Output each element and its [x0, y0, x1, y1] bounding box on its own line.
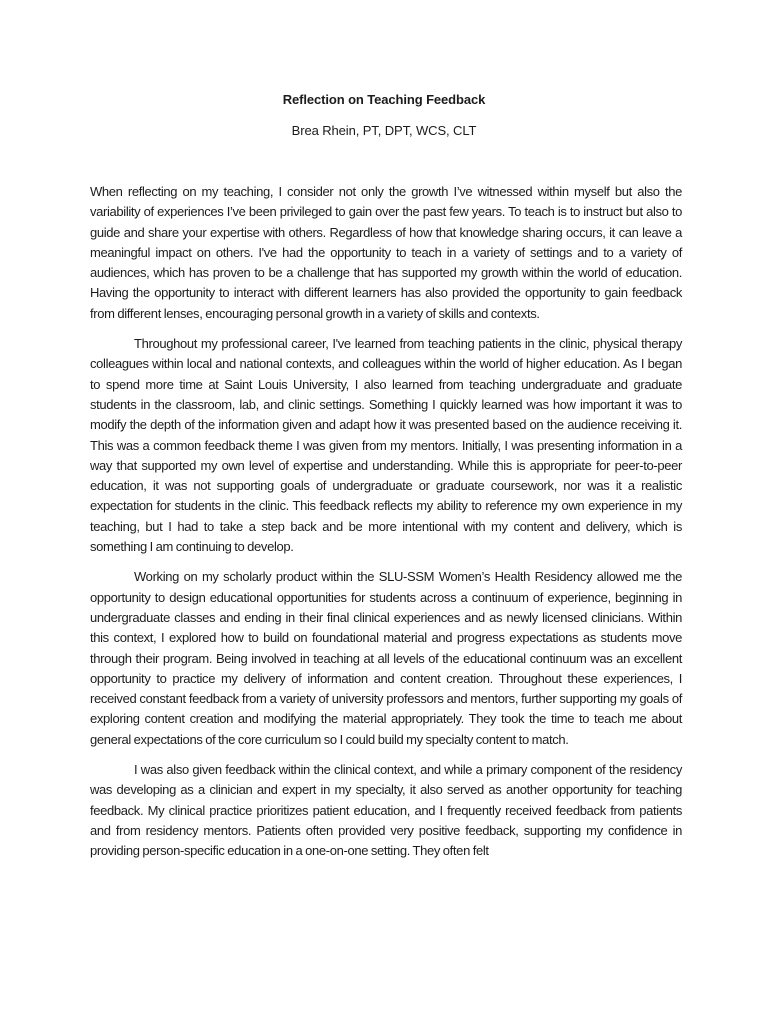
paragraph-2: Throughout my professional career, I've learned from teaching patients in the clinic, physical therapy colleagues within local and national contexts, and colleagues within the world of higher education. As I began to spend more time at Saint Louis University, I also learned from teaching undergraduate and graduate students in the classroom, lab, and clinic settings. Something I quickly learned was how important it was to modify the depth of the information given and adapt how it was presented based on the audience receiving it. This was a common feedback theme I was given from my mentors. Initially, I was presenting information in a way that supported my own level of expertise and understanding. While this is appropriate for peer-to-peer education, it was not supporting goals of undergraduate or graduate coursework, nor was it a realistic expectation for students in the clinic. This feedback reflects my ability to reference my own experience in my teaching, but I had to take a step back and be more intentional with my content and delivery, which is something I am continuing to develop.	[90, 336, 682, 555]
document-body	[90, 182, 682, 872]
paragraph-3: Working on my scholarly product within the SLU-SSM Women’s Health Residency allowed me the opportunity to design educational opportunities for students across a continuum of experience, beginning in undergraduate classes and ending in their final clinical experiences and as newly licensed clinicians. Within this context, I explored how to build on foundational material and progress expectations as students move through their program. Being involved in teaching at all levels of the educational continuum was an excellent opportunity to practice my delivery of information and content creation. Throughout these experiences, I received constant feedback from a variety of university professors and mentors, further supporting my goals of exploring content creation and modifying the material appropriately. They took the time to teach me about general expectations of the core curriculum so I could build my specialty content to match.	[90, 569, 682, 747]
paragraph-4: I was also given feedback within the clinical context, and while a primary component of the residency was developing as a clinician and expert in my specialty, it also served as another opportunity for teaching feedback. My clinical practice prioritizes patient education, and I frequently received feedback from patients and from residency mentors. Patients often provided very positive feedback, supporting my confidence in providing person-specific education in a one-on-one setting. They often felt	[90, 762, 682, 859]
document-author: Brea Rhein, PT, DPT, WCS, CLT	[291, 123, 477, 138]
paragraph-1: When reflecting on my teaching, I consider not only the growth I’ve witnessed within myself but also the variability of experiences I’ve been privileged to gain over the past few years. To teach is to instruct but also to guide and share your expertise with others. Regardless of how that knowledge sharing occurs, it can leave a meaningful impact on others. I've had the opportunity to teach in a variety of settings and to a variety of audiences, which has proven to be a challenge that has supported my growth within the world of education. Having the opportunity to interact with different learners has also provided the opportunity to gain feedback from different lenses, encouraging personal growth in a variety of skills and contexts.	[90, 184, 682, 321]
document-title: Reflection on Teaching Feedback	[282, 92, 486, 107]
